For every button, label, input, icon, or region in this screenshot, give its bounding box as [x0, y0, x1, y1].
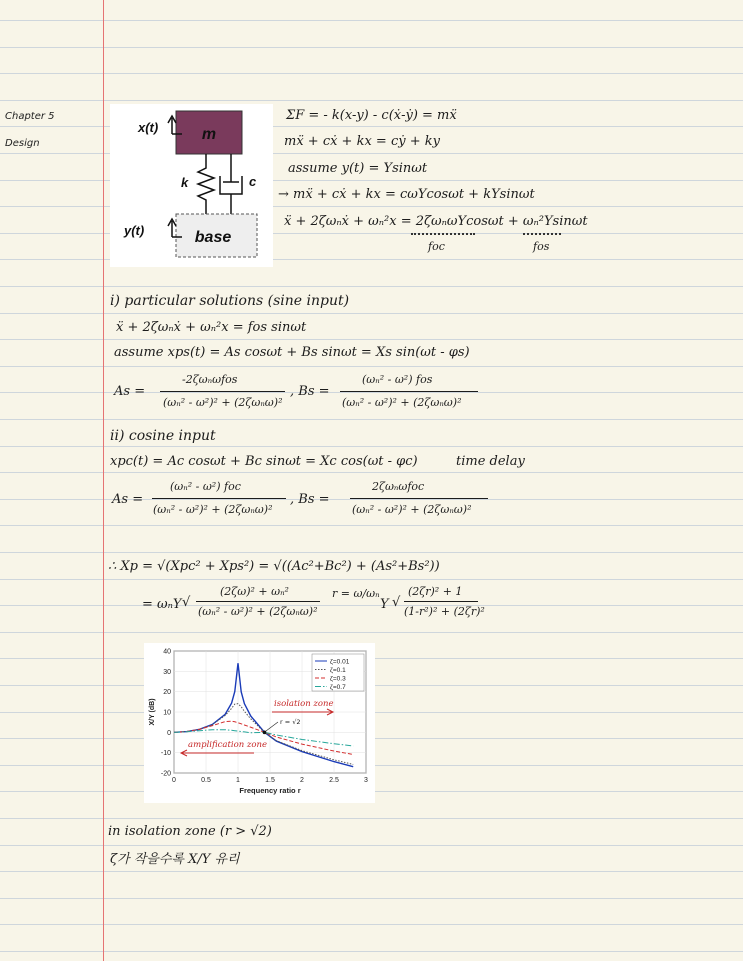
Ac-numerator: (ωₙ² - ω²) foc: [170, 480, 241, 493]
zeta-note: ζ가 작을수록 X/Y 유리: [110, 852, 240, 867]
legend-entry: ζ=0.7: [330, 684, 346, 691]
section1-assume: assume xps(t) = As cosωt + Bs sinωt = Xs sin(ωt - φs): [114, 345, 470, 360]
section2-heading: ii) cosine input: [110, 428, 216, 444]
sqrt-sign-2: √: [392, 595, 401, 610]
eq-motion: mẍ + cẋ + kx = cẏ + ky: [284, 134, 440, 149]
result-denominator: (ωₙ² - ω²)² + (2ζωₙω)²: [198, 605, 318, 618]
result-Y: Y: [380, 597, 389, 612]
x-tick-label: 3: [364, 777, 368, 784]
As-numerator: -2ζωₙωfos: [182, 373, 238, 386]
y-tick-label: 40: [163, 648, 171, 656]
result-r-denominator: (1-r²)² + (2ζr)²: [404, 605, 485, 618]
time-delay-note: time delay: [456, 454, 525, 469]
Bs-numerator: (ωₙ² - ω²) fos: [362, 373, 433, 386]
y-label: y(t): [124, 223, 145, 238]
mass-label: m: [201, 126, 217, 143]
y-tick-label: 10: [163, 709, 171, 717]
k-label: k: [181, 175, 189, 190]
y-tick-label: 20: [163, 689, 171, 697]
Bs-label: , Bs =: [290, 384, 330, 399]
Ac-label: As =: [112, 492, 144, 507]
result-numerator: (2ζω)² + ωₙ²: [220, 585, 289, 598]
legend-entry: ζ=0.1: [330, 667, 346, 674]
x-tick-label: 2: [300, 777, 304, 784]
x-axis-label: Frequency ratio r: [239, 786, 301, 795]
c-label: c: [249, 174, 257, 189]
x-tick-label: 2.5: [329, 777, 339, 784]
base-excitation-diagram: [110, 104, 273, 267]
spring: [198, 154, 214, 214]
x-tick-label: 1.5: [265, 777, 275, 784]
foc-underline: [411, 233, 475, 235]
crossover-point: [263, 731, 267, 735]
y-tick-label: -10: [160, 750, 171, 758]
As-denominator: (ωₙ² - ω²)² + (2ζωₙω)²: [163, 396, 283, 409]
fos-underline: [523, 233, 561, 235]
section2-equation: xpc(t) = Ac cosωt + Bc sinωt = Xc cos(ωt - φc): [110, 454, 418, 469]
base-label: base: [194, 229, 232, 246]
section1-equation: ẍ + 2ζωₙẋ + ωₙ²x = fos sinωt: [116, 320, 307, 335]
transmissibility-chart: [144, 643, 375, 803]
amplification-zone-label: amplification zone: [188, 740, 268, 750]
x-tick-label: 1: [236, 777, 240, 784]
y-tick-label: 0: [167, 729, 171, 737]
Bc-denominator: (ωₙ² - ω²)² + (2ζωₙω)²: [352, 503, 472, 516]
Bc-label: , Bs =: [290, 492, 330, 507]
As-label: As =: [114, 384, 146, 399]
x-tick-label: 0.5: [201, 777, 211, 784]
x-label: x(t): [138, 120, 159, 135]
section1-heading: i) particular solutions (sine input): [110, 293, 350, 309]
eq-assume-y: assume y(t) = Ysinωt: [288, 161, 428, 176]
Ac-fraction-bar: [152, 498, 286, 499]
eq-normalized: ẍ + 2ζωₙẋ + ωₙ²x = 2ζωₙωYcosωt + ωₙ²Ysinωt: [284, 214, 588, 229]
eq-substituted: → mẍ + cẋ + kx = cωYcosωt + kYsinωt: [278, 187, 535, 202]
result-r-fraction-bar: [404, 601, 478, 602]
margin-line: [103, 0, 104, 961]
eq-force-balance: ΣF = - k(x-y) - c(ẋ-ẏ) = mẍ: [286, 108, 457, 123]
x-tick-label: 0: [172, 777, 176, 784]
chapter-note: Chapter 5: [5, 111, 55, 122]
topic-note: Design: [5, 138, 40, 149]
y-axis-label: X/Y (dB): [149, 698, 156, 726]
isolation-zone-label: isolation zone: [274, 699, 334, 709]
result-fraction-bar: [196, 601, 320, 602]
result-line1: ∴ Xp = √(Xpc² + Xps²) = √((Ac²+Bc²) + (As²+Bs²)): [108, 559, 440, 574]
Ac-denominator: (ωₙ² - ω²)² + (2ζωₙω)²: [153, 503, 273, 516]
r-definition: r = ω/ωₙ: [332, 587, 380, 600]
foc-label: foc: [428, 240, 445, 253]
fos-label: fos: [533, 240, 550, 253]
result-r-numerator: (2ζr)² + 1: [408, 585, 463, 598]
Bc-numerator: 2ζωₙωfoc: [372, 480, 425, 493]
result-wnY: = ωₙY: [142, 597, 182, 612]
As-fraction-bar: [160, 391, 285, 392]
Bc-fraction-bar: [350, 498, 488, 499]
legend-entry: ζ=0.01: [330, 658, 350, 666]
y-tick-label: -20: [160, 770, 171, 778]
sqrt-sign-1: √: [182, 595, 191, 610]
r-sqrt2-label: r = √2: [280, 718, 301, 726]
legend-entry: ζ=0.3: [330, 675, 346, 683]
isolation-zone-note: in isolation zone (r > √2): [108, 824, 272, 839]
y-tick-label: 30: [163, 668, 171, 676]
Bs-denominator: (ωₙ² - ω²)² + (2ζωₙω)²: [342, 396, 462, 409]
Bs-fraction-bar: [340, 391, 478, 392]
